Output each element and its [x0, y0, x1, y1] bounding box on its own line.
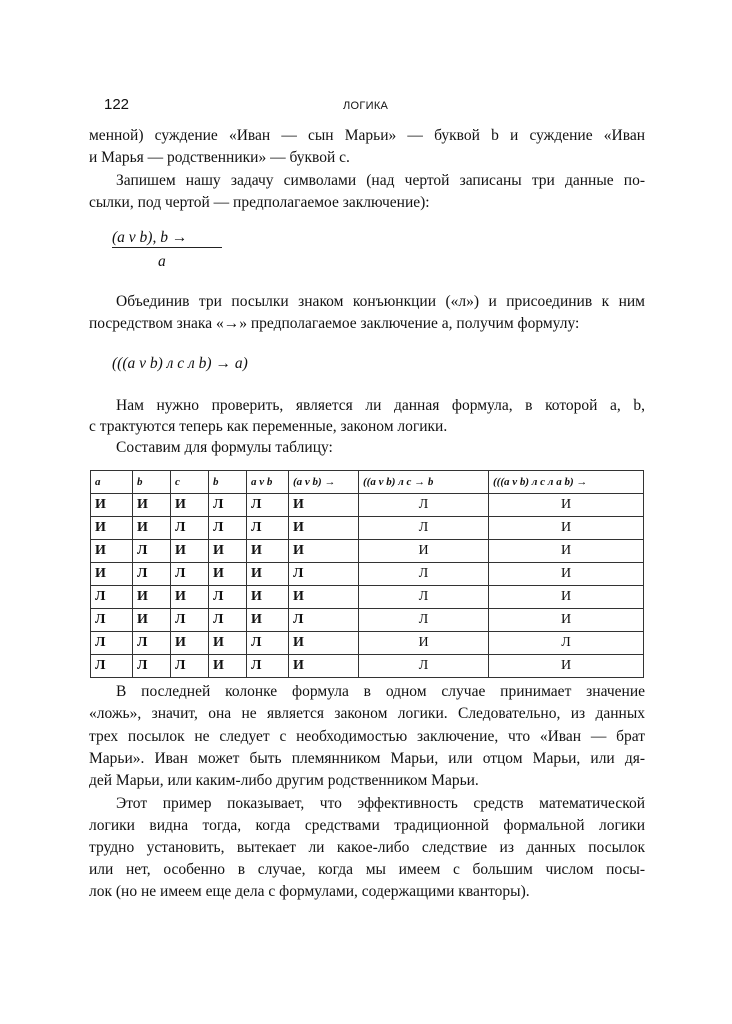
table-cell: И: [489, 609, 644, 632]
table-cell: Л: [171, 655, 209, 678]
table-cell: Л: [209, 609, 247, 632]
text-line: логики видна тогда, когда средствами традиционной формальной логики: [89, 817, 645, 834]
text-line: трех посылок не следует с необходимостью заключение, что «Иван — брат: [89, 728, 645, 745]
table-cell: Л: [247, 655, 289, 678]
table-cell: Л: [133, 655, 171, 678]
table-cell: И: [91, 540, 133, 563]
table-cell: И: [289, 517, 359, 540]
column-header: a v b: [247, 471, 289, 494]
table-cell: Л: [489, 632, 644, 655]
table-cell: Л: [171, 563, 209, 586]
table-cell: Л: [133, 540, 171, 563]
table-cell: И: [247, 586, 289, 609]
table-row: [91, 586, 644, 609]
column-header: (a v b) →: [289, 471, 359, 494]
table-cell: И: [489, 586, 644, 609]
table-cell: Л: [359, 586, 489, 609]
table-cell: Л: [247, 494, 289, 517]
text-line: Этот пример показывает, что эффективность средств математической: [116, 795, 645, 812]
text-line: посредством знака «→» предполагаемое заключение a, получим формулу:: [89, 315, 580, 332]
page-number: 122: [104, 96, 130, 113]
text-line: дей Марьи, или каким-либо другим родственником Марьи.: [89, 772, 479, 789]
table-cell: Л: [133, 563, 171, 586]
table-cell: И: [209, 632, 247, 655]
table-cell: Л: [171, 609, 209, 632]
table-cell: И: [489, 540, 644, 563]
table-cell: Л: [289, 563, 359, 586]
table-cell: И: [91, 563, 133, 586]
table-cell: И: [209, 563, 247, 586]
table-cell: И: [133, 609, 171, 632]
text-line: «ложь», значит, она не является законом логики. Следовательно, из данных: [89, 705, 645, 722]
formula: (((a v b) л c л b) → a): [112, 355, 248, 372]
text-line: лок (но не имеем еще дела с формулами, содержащими кванторы).: [89, 883, 530, 900]
table-header-row: [91, 471, 644, 494]
table-cell: И: [489, 655, 644, 678]
text-line: Объединив три посылки знаком конъюнкции («л») и присоединив к ним: [116, 293, 645, 310]
column-header: a: [91, 471, 133, 494]
text-line: и Марья — родственники» — буквой c.: [89, 149, 350, 166]
table-cell: И: [91, 517, 133, 540]
truth-table: [90, 470, 644, 678]
table-cell: И: [247, 563, 289, 586]
table-cell: Л: [209, 517, 247, 540]
table-cell: И: [489, 563, 644, 586]
text-line: сылки, под чертой — предполагаемое заключение):: [89, 194, 430, 211]
table-cell: И: [359, 632, 489, 655]
table-cell: И: [289, 632, 359, 655]
column-header: (((a v b) л c л a b) →: [489, 471, 644, 494]
table-row: [91, 563, 644, 586]
table-cell: И: [209, 655, 247, 678]
table-cell: И: [171, 540, 209, 563]
text-line: Нам нужно проверить, является ли данная формула, в которой a, b,: [116, 397, 645, 414]
text-line: В последней колонке формула в одном случае принимает значение: [116, 683, 645, 700]
table-cell: Л: [247, 632, 289, 655]
formula-premises: (a v b), b →: [112, 229, 222, 248]
table-row: [91, 632, 644, 655]
table-cell: И: [489, 494, 644, 517]
table-cell: И: [489, 517, 644, 540]
table-cell: И: [133, 494, 171, 517]
table-cell: Л: [359, 609, 489, 632]
table-cell: И: [171, 494, 209, 517]
table-cell: Л: [359, 517, 489, 540]
table-cell: Л: [91, 586, 133, 609]
table-cell: И: [289, 494, 359, 517]
table-cell: И: [247, 540, 289, 563]
table-cell: Л: [171, 517, 209, 540]
table-cell: Л: [91, 655, 133, 678]
table-cell: Л: [133, 632, 171, 655]
column-header: ((a v b) л c → b: [359, 471, 489, 494]
table-cell: Л: [359, 563, 489, 586]
table-cell: И: [91, 494, 133, 517]
table-row: [91, 655, 644, 678]
table-cell: И: [171, 586, 209, 609]
table-cell: Л: [209, 586, 247, 609]
table-row: [91, 540, 644, 563]
table-cell: Л: [289, 609, 359, 632]
text-line: трудно установить, вытекает ли какое-либо следствие из данных посылок: [89, 839, 645, 856]
table-cell: Л: [209, 494, 247, 517]
column-header: c: [171, 471, 209, 494]
table-cell: И: [289, 540, 359, 563]
text-line: Запишем нашу задачу символами (над чертой записаны три данные по-: [116, 172, 645, 189]
formula-conclusion: a: [158, 253, 166, 270]
table-cell: И: [209, 540, 247, 563]
table-cell: Л: [359, 494, 489, 517]
table-row: [91, 609, 644, 632]
table-cell: И: [171, 632, 209, 655]
table-cell: Л: [247, 517, 289, 540]
table-cell: И: [289, 655, 359, 678]
text-line: менной) суждение «Иван — сын Марьи» — буквой b и суждение «Иван: [89, 127, 645, 144]
text-line: Составим для формулы таблицу:: [116, 439, 333, 456]
running-title: ЛОГИКА: [343, 100, 389, 112]
text-line: Марьи». Иван может быть племянником Марьи, или отцом Марьи, или дя-: [89, 750, 645, 767]
text-line: или нет, особенно в случае, когда мы имеем с большим числом посы-: [89, 861, 645, 878]
column-header: b: [209, 471, 247, 494]
column-header: b: [133, 471, 171, 494]
table-cell: И: [133, 517, 171, 540]
text-line: c трактуются теперь как переменные, законом логики.: [89, 418, 448, 435]
table-cell: И: [289, 586, 359, 609]
table-cell: И: [359, 540, 489, 563]
table-cell: И: [133, 586, 171, 609]
table-cell: И: [247, 609, 289, 632]
table-row: [91, 517, 644, 540]
table-cell: Л: [91, 609, 133, 632]
table-cell: Л: [91, 632, 133, 655]
table-cell: Л: [359, 655, 489, 678]
table-row: [91, 494, 644, 517]
